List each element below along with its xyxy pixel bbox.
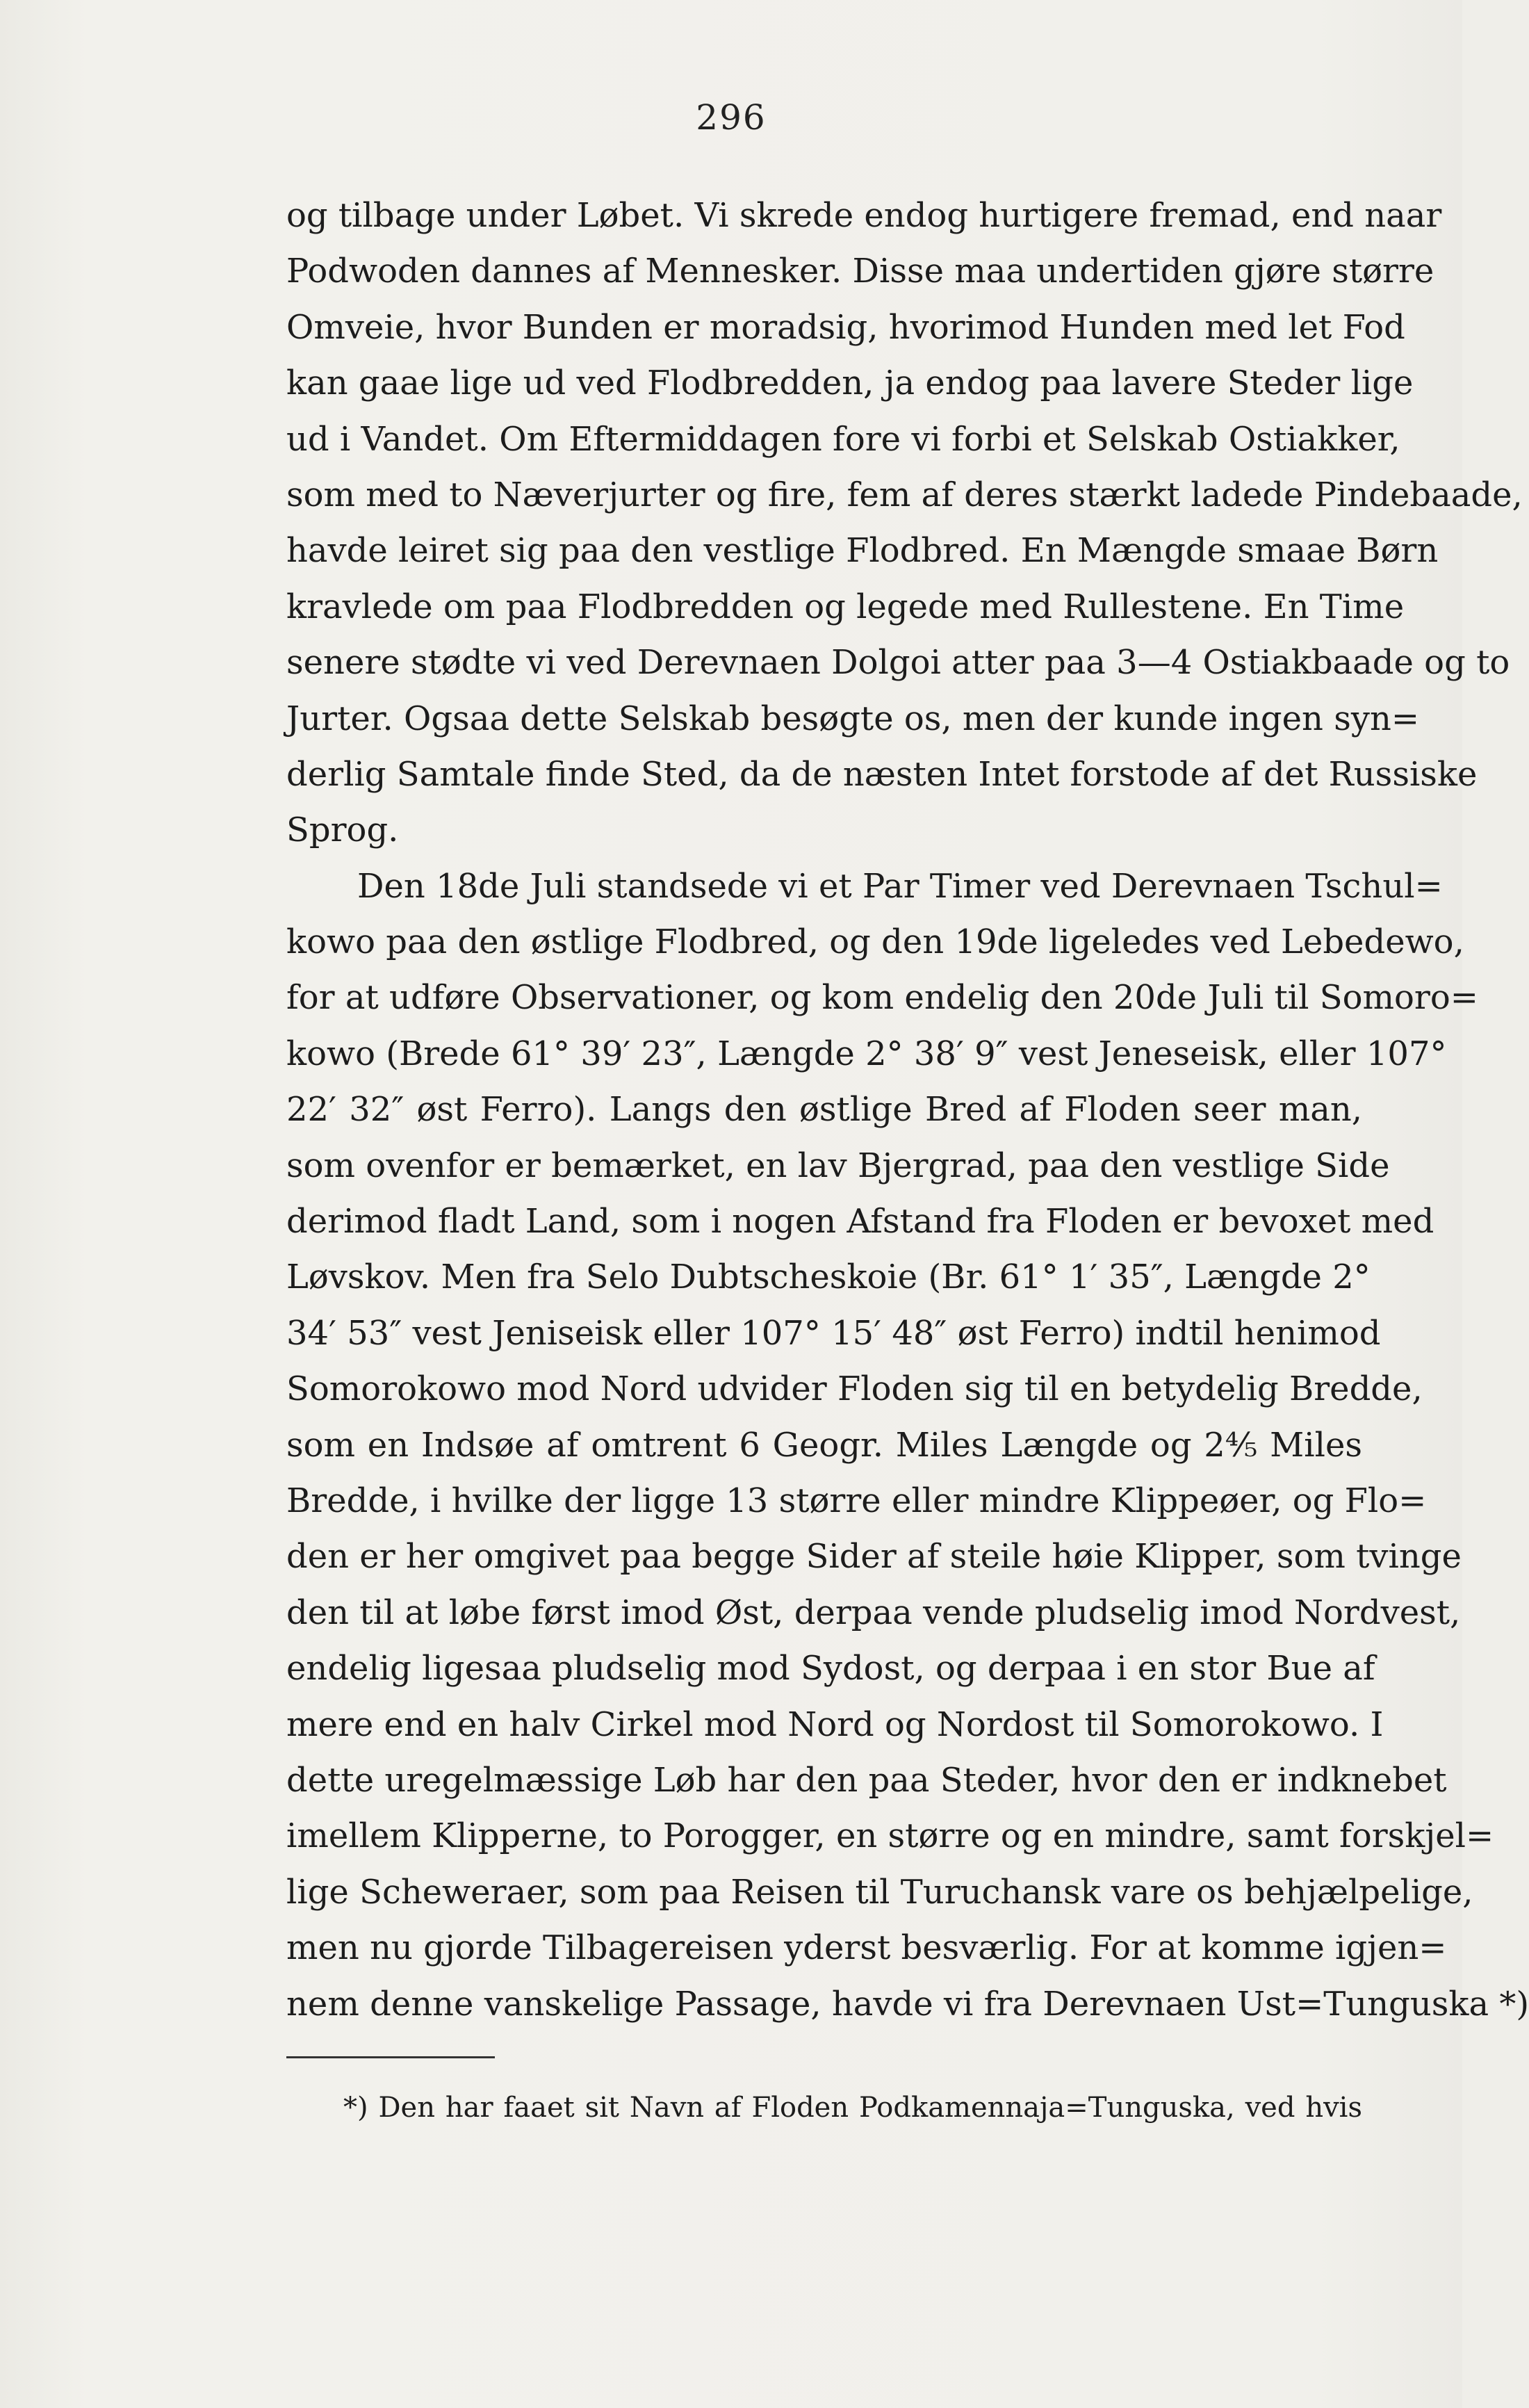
text-line: Bredde, i hvilke der ligge 13 større eller mindre Klippeøer, og Flo= — [286, 1481, 1427, 1520]
text-line: derimod fladt Land, som i nogen Afstand fra Floden er bevoxet med — [286, 1202, 1434, 1242]
text-line: og tilbage under Løbet. Vi skrede endog hurtigere fremad, end naar — [286, 196, 1442, 235]
paragraph-1 — [286, 188, 1523, 859]
text-line: senere stødte vi ved Derevnaen Dolgoi atter paa 3—4 Ostiakbaade og to — [286, 643, 1510, 683]
text-line: Sprog. — [286, 811, 399, 850]
page-number: 296 — [696, 97, 767, 138]
text-line: imellem Klipperne, to Porogger, en større og en mindre, samt forskjel= — [286, 1816, 1494, 1856]
text-line: derlig Samtale finde Sted, da de næsten Intet forstode af det Russiske — [286, 754, 1478, 794]
text-line: den til at løbe først imod Øst, derpaa vende pludselig imod Nordvest, — [286, 1593, 1461, 1632]
text-line: Den 18de Juli standsede vi et Par Timer ved Derevnaen Tschul= — [357, 866, 1443, 906]
text-line: 34′ 53″ vest Jeniseisk eller 107° 15′ 48″ øst Ferro) indtil henimod — [286, 1313, 1381, 1353]
footnote: *) Den har faaet sit Navn af Floden Podkamennaja=Tunguska, ved hvis — [343, 2092, 1362, 2124]
text-line: kravlede om paa Flodbredden og legede med Rullestene. En Time — [286, 587, 1405, 626]
text-line: ud i Vandet. Om Eftermiddagen fore vi forbi et Selskab Ostiakker, — [286, 419, 1400, 459]
text-line: dette uregelmæssige Løb har den paa Steder, hvor den er indknebet — [286, 1760, 1447, 1800]
text-line: mere end en halv Cirkel mod Nord og Nordost til Somorokowo. I — [286, 1705, 1384, 1744]
text-line: kowo paa den østlige Flodbred, og den 19de ligeledes ved Lebedewo, — [286, 922, 1464, 962]
text-line: Jurter. Ogsaa dette Selskab besøgte os, men der kunde ingen syn= — [286, 699, 1420, 738]
text-line: Somorokowo mod Nord udvider Floden sig til en betydelig Bredde, — [286, 1369, 1423, 1409]
text-line: nem denne vanskelige Passage, havde vi fra Derevnaen Ust=Tunguska *) — [286, 1984, 1529, 2024]
text-line: Løvskov. Men fra Selo Dubtscheskoie (Br. 61° 1′ 35″, Længde 2° — [286, 1258, 1371, 1297]
text-line: men nu gjorde Tilbagereisen yderst besværlig. For at komme igjen= — [286, 1928, 1447, 1968]
text-line: som ovenfor er bemærket, en lav Bjergrad, paa den vestlige Side — [286, 1146, 1390, 1185]
text-line: Podwoden dannes af Mennesker. Disse maa undertiden gjøre større — [286, 252, 1434, 291]
text-line: 22′ 32″ øst Ferro). Langs den østlige Bred af Floden seer man, — [286, 1090, 1362, 1130]
text-line: den er her omgivet paa begge Sider af steile høie Klipper, som tvinge — [286, 1537, 1462, 1577]
text-line: kowo (Brede 61° 39′ 23″, Længde 2° 38′ 9″ vest Jeneseisk, eller 107° — [286, 1034, 1447, 1073]
text-line: for at udføre Observationer, og kom endelig den 20de Juli til Somoro= — [286, 978, 1478, 1018]
text-line: lige Scheweraer, som paa Reisen til Turuchansk vare os behjælpelige, — [286, 1872, 1473, 1912]
paragraph-2 — [286, 859, 1529, 2032]
text-line: kan gaae lige ud ved Flodbredden, ja endog paa lavere Steder lige — [286, 364, 1414, 403]
text-line: som en Indsøe af omtrent 6 Geogr. Miles Længde og 2⁴⁄₅ Miles — [286, 1425, 1362, 1465]
text-line: endelig ligesaa pludselig mod Sydost, og derpaa i en stor Bue af — [286, 1649, 1375, 1689]
text-line: Omveie, hvor Bunden er moradsig, hvorimod Hunden med let Fod — [286, 307, 1405, 347]
text-line: som med to Næverjurter og fire, fem af deres stærkt ladede Pindebaade, — [286, 475, 1523, 514]
text-line: havde leiret sig paa den vestlige Flodbred. En Mængde smaae Børn — [286, 531, 1439, 571]
body-text — [286, 188, 1529, 2032]
footnote-divider — [286, 2056, 495, 2058]
